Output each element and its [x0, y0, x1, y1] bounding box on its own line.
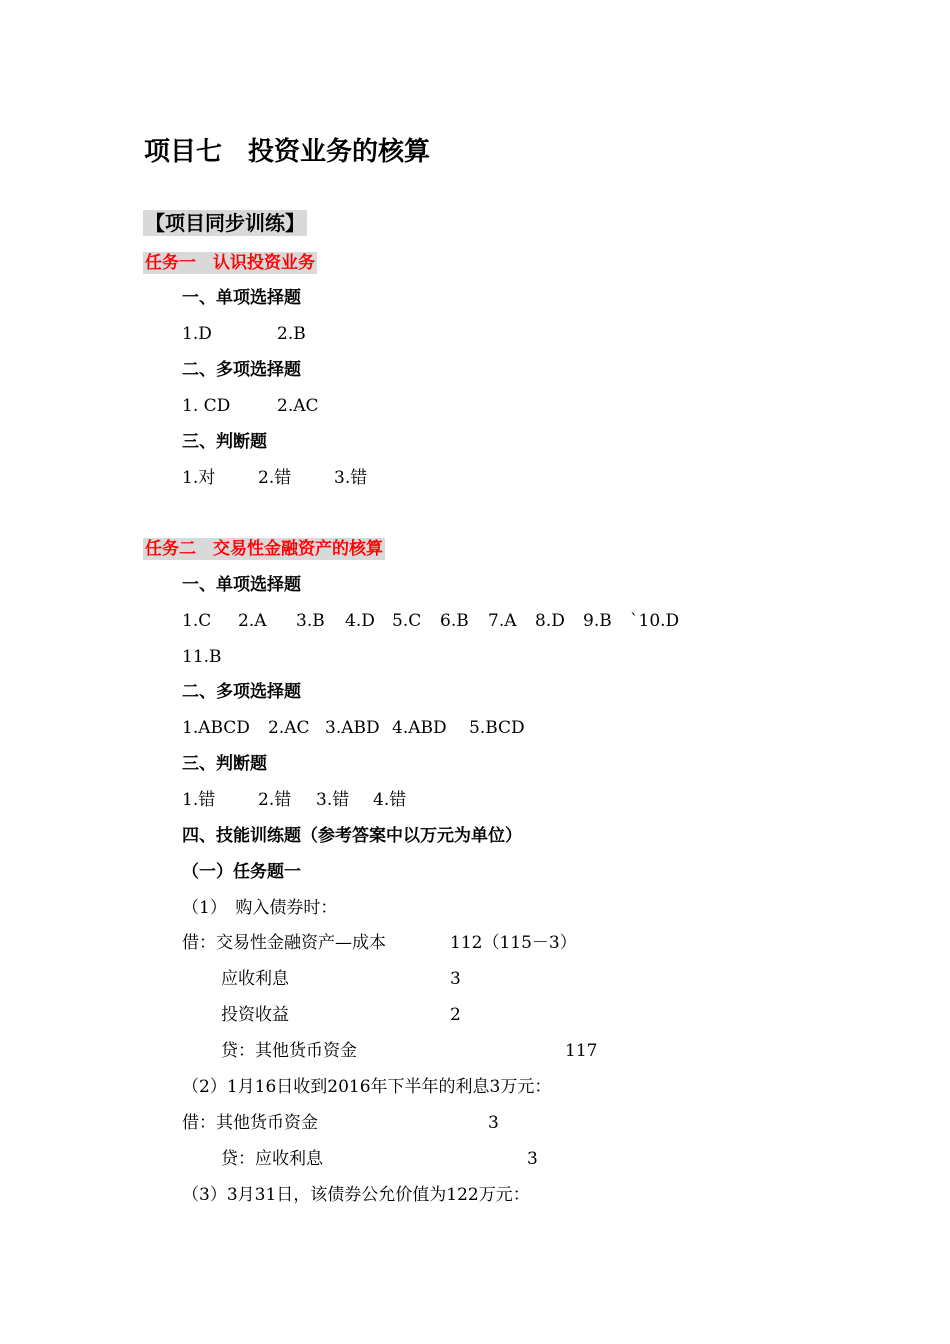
task2-judgment-answer: 2.错 [258, 790, 292, 810]
task2-judgment-heading: 三、判断题 [182, 754, 267, 774]
journal-debit-label: 借：其他货币资金 [182, 1113, 318, 1133]
task2-judgment-answer: 3.错 [316, 790, 350, 810]
journal-credit-label: 贷：应收利息 [221, 1149, 323, 1169]
task2-single-answer: 4.D [345, 611, 375, 631]
task2-heading: 任务二 交易性金融资产的核算 [145, 539, 383, 559]
task1-judgment-answer-3: 3.错 [334, 468, 368, 488]
journal-line-label: 应收利息 [221, 969, 289, 989]
task2-multi-answer: 2.AC [268, 718, 310, 738]
step-1-label: （1） 购入债券时： [182, 898, 338, 918]
step-2-label: （2）1月16日收到2016年下半年的利息3万元： [182, 1077, 552, 1097]
section-heading: 【项目同步训练】 [145, 211, 305, 235]
journal-line-amount: 2 [450, 1005, 461, 1025]
task2-skill-heading: 四、技能训练题（参考答案中以万元为单位） [182, 826, 522, 846]
task2-single-answer: 9.B [583, 611, 612, 631]
task2-judgment-answer: 4.错 [373, 790, 407, 810]
task1-heading: 任务一 认识投资业务 [145, 253, 315, 273]
task2-single-answer: `10.D [630, 611, 680, 631]
task2-multi-choice-heading: 二、多项选择题 [182, 682, 301, 702]
task2-single-answer: 2.A [238, 611, 267, 631]
journal-line-amount: 3 [450, 969, 461, 989]
task2-single-answer: 8.D [535, 611, 565, 631]
task2-single-answer: 1.C [182, 611, 212, 631]
journal-debit-amount: 112（115－3） [450, 933, 577, 953]
task1-multi-answer-2: 2.AC [277, 396, 319, 416]
journal-credit-amount: 3 [527, 1149, 538, 1169]
journal-line-label: 投资收益 [221, 1005, 289, 1025]
journal-debit-amount: 3 [488, 1113, 499, 1133]
task2-single-answer: 5.C [392, 611, 422, 631]
task1-judgment-answer-2: 2.错 [258, 468, 292, 488]
journal-debit-label: 借：交易性金融资产—成本 [182, 933, 386, 953]
task1-multi-answer-1: 1. CD [182, 396, 231, 416]
task1-judgment-answer-1: 1.对 [182, 468, 216, 488]
page-title: 项目七 投资业务的核算 [144, 137, 431, 167]
task1-single-choice-heading: 一、单项选择题 [182, 288, 301, 308]
task1-single-answer-1: 1.D [182, 324, 212, 344]
task2-single-answer: 3.B [296, 611, 325, 631]
task2-multi-answer: 3.ABD [325, 718, 380, 738]
task2-single-answer: 6.B [440, 611, 469, 631]
task2-single-answer: 11.B [182, 647, 222, 667]
step-3-label: （3）3月31日，该债券公允价值为122万元： [182, 1185, 530, 1205]
journal-credit-amount: 117 [565, 1041, 598, 1061]
task2-single-answer: 7.A [488, 611, 517, 631]
task2-judgment-answer: 1.错 [182, 790, 216, 810]
task1-judgment-heading: 三、判断题 [182, 432, 267, 452]
journal-credit-label: 贷：其他货币资金 [221, 1041, 357, 1061]
task1-multi-choice-heading: 二、多项选择题 [182, 360, 301, 380]
task2-single-choice-heading: 一、单项选择题 [182, 575, 301, 595]
task1-single-answer-2: 2.B [277, 324, 306, 344]
task2-multi-answer: 4.ABD [392, 718, 447, 738]
task2-subtask-heading: （一）任务题一 [182, 862, 301, 882]
task2-multi-answer: 1.ABCD [182, 718, 250, 738]
task2-multi-answer: 5.BCD [469, 718, 525, 738]
